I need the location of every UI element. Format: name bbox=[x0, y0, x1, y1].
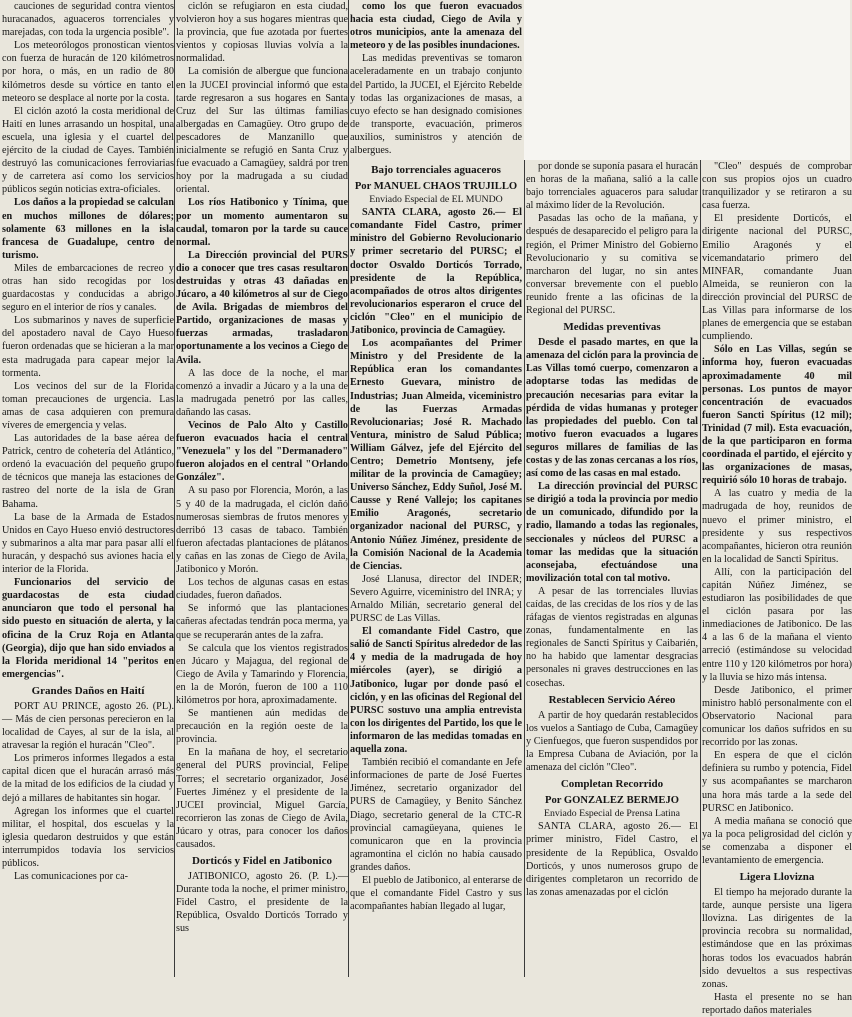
paragraph: cauciones de seguridad contra vientos huracanados, aguaceros torrenciales y marejadas, con toda la urgencia posible". bbox=[2, 1, 174, 39]
paragraph: Vecinos de Palo Alto y Castillo fueron evacuados hacia el central "Venezuela" y los del "Dermanadero" fueron alojados en el central "Orlando González". bbox=[176, 420, 348, 484]
paragraph: Pasadas las ocho de la mañana, y después de desaparecido el peligro para la región, el Primer Ministro del Gobierno Revolucionario y su comitiva se marcharon del lugar, no sin antes conversar brevemente con el pueblo reunido frente a las oficinas de la Regional del PURSC. bbox=[526, 213, 698, 317]
section-heading: Dorticós y Fidel en Jatibonico bbox=[192, 855, 332, 868]
paragraph: La comisión de albergue que funciona en la JUCEI provincial informó que esta tarde regresaron a sus hogares en Santa Cruz del Sur las últimas familias albergadas en Camagüey. Otro grupo de pescadores de Manzanillo que inicialmente se refugió en Santa Cruz y fue evacuado a Camagüey, saldrá por tren hoy por la madrugada a su ciudad oriental. bbox=[176, 66, 348, 196]
paragraph: La base de la Armada de Estados Unidos en Cayo Hueso envió destructores y submarinos a alta mar para pasar allí el huracán, y despachó sus aviones hacia el interior de la Florida. bbox=[2, 511, 174, 576]
paragraph: Desde Jatibonico, el primer ministro habló personalmente con el Observatorio Nacional para comunicar los daños sufridos en su recorrido por las zonas. bbox=[702, 684, 852, 749]
column-4 bbox=[526, 160, 698, 977]
paragraph: "Cleo" después de comprobar con sus propios ojos un cuadro tranquilizador y se retiraron a su casa fuerza. bbox=[702, 161, 852, 212]
paragraph: PORT AU PRINCE, agosto 26. (PL).— Más de cien personas perecieron en la localidad de Cayes, al sur de la isla, al atravesar la región el huracán "Cleo". bbox=[2, 700, 174, 752]
paragraph: El ciclón azotó la costa meridional de Haití en lunes arrasando un hospital, una escuela, una iglesia y el cuartel del ejército de la ciudad de Cayes. También destruyó las comunicaciones ferroviarias y de carretera así como los servicios públicos según noticias extra-oficiales. bbox=[2, 105, 174, 196]
section-heading: Restablecen Servicio Aéreo bbox=[548, 693, 676, 706]
paragraph: Los daños a la propiedad se calculan en muchos millones de dólares; solamente 63 millones en la isla francesa de Guadalupe, centro de turismo. bbox=[2, 197, 174, 261]
section-heading: Medidas preventivas bbox=[563, 321, 661, 334]
paragraph: Los submarinos y naves de superficie del apostadero naval de Cayo Hueso fueron ordenadas que se hicieran a la mar esta madrugada para capear mejor la tormenta. bbox=[2, 315, 174, 379]
column-1 bbox=[2, 0, 174, 977]
paragraph: Los meteorólogos pronostican vientos con fuerza de huracán de 120 kilómetros por hora, o más, en un radio de 80 kilómetros desde su vórtice en tanto el meteoro se desplace al norte por la costa. bbox=[2, 40, 174, 104]
section-heading: Completan Recorrido bbox=[560, 778, 664, 791]
byline: Por GONZALEZ BERMEJO bbox=[544, 795, 679, 807]
paragraph: En la mañana de hoy, el secretario general del PURS provincial, Felipe Torres; el secretario organizador, José Fuertes Jiménez y el presidente de la JUCEI provincial, Miguel García, recorrieron las zonas de Ciego de Avila, Júcaro y otras, para conocer los daños causados. bbox=[176, 747, 348, 850]
section-heading: Bajo torrenciales aguaceros bbox=[371, 164, 501, 176]
paragraph: También recibió el comandante en Jefe informaciones de parte de José Fuertes Jiménez, secretario organizador del PURS de Camagüey, y Benito Sánchez Diago, secretario general de la CTC-R provincial camagüeyana, quienes le comunicaron que en la provincia agramontina el ciclón no había causado grandes daños. bbox=[350, 757, 522, 873]
paragraph: como los que fueron evacuados hacia esta ciudad, Ciego de Avila y otros municipios, ante la amenaza del meteoro y de las posibles inundaciones. bbox=[350, 1, 522, 52]
paragraph: El comandante Fidel Castro, que salió de Sancti Spíritus alrededor de las 4 y media de la madrugada de hoy miércoles (ayer), se dirigió a Jatibonico, lugar por donde pasó el ciclón, y en las oficinas del Regional del PURSC sostuvo una amplia entrevista con los dirigentes del Partido, los que le informaron de las medidas tomadas en aquella zona. bbox=[350, 626, 522, 756]
paragraph: Allí, con la participación del capitán Núñez Jiménez, se estudiaron las posibilidades de que el ciclón pasara por las inmediaciones de Jatibonico. De las 4 a las 6 de la mañana el viento arreció (estimándose su velocidad entre 110 y 120 kilómetros por hora) y la lluvia se hizo más intensa. bbox=[702, 566, 852, 683]
page-background bbox=[524, 0, 850, 160]
paragraph: Los vecinos del sur de la Florida toman precauciones de urgencia. Las amas de casa adquieren con premura víveres de emergencia y velas. bbox=[2, 380, 174, 431]
section-heading: Grandes Daños en Haití bbox=[31, 684, 145, 697]
paragraph: A media mañana se conoció que ya la poca peligrosidad del ciclón y se comenzaba a disponer el levantamiento de emergencia. bbox=[702, 815, 852, 866]
paragraph: A pesar de las torrenciales lluvias caídas, de las crecidas de los ríos y de las ráfagas de vientos registradas en algunas zonas, fundamentalmente en las regionales de Sancti Spíritus y Caibarién, no ha habido que lamentar desgracias personales ni graves destrucciones en las cosechas. bbox=[526, 585, 698, 689]
paragraph: Las autoridades de la base aérea de Patrick, centro de cohetería del Atlántico, ordenó la evacuación del pequeño grupo de técnicos que maneja las estaciones de rastreo del norte de la isla de Gran Bahama. bbox=[2, 433, 174, 510]
section-heading: Ligera Llovizna bbox=[739, 871, 815, 884]
column-rule bbox=[524, 160, 525, 977]
paragraph: A las cuatro y media de la madrugada de hoy, reunidos de nuevo el primer ministro, el presidente y sus respectivos acompañantes, hicieron otra reunión en la localidad de Sancti Spíritus. bbox=[702, 488, 852, 565]
column-rule bbox=[174, 0, 175, 977]
paragraph: Los techos de algunas casas en estas ciudades, fueron dañados. bbox=[176, 577, 348, 602]
column-3-top bbox=[350, 0, 522, 158]
paragraph: Sólo en Las Villas, según se informa hoy, fueron evacuadas aproximadamente 40 mil personas. Los puntos de mayor concentración de evacuados fueron Sancti Spíritus (12 mil); Trinidad (7 mil). Esta evacuación, de la que participaron en forma coordinada el partido, el ejército y las organizaciones de masas, requirió sólo 10 horas de trabajo. bbox=[702, 344, 852, 487]
paragraph: La Dirección provincial del PURS dio a conocer que tres casas resultaron destruidas y otras 43 dañadas en Júcaro, a 40 kilómetros al sur de Ciego de Avila. Brigadas de miembros del Partido, organizaciones de masas y fuerzas armadas, trasladaron oportunamente a los vecinos a Ciego de Avila. bbox=[176, 249, 348, 366]
paragraph: Agregan los informes que el cuartel militar, el hospital, dos escuelas y la iglesia quedaron destruidos y que están interrumpidos todavía los servicios públicos. bbox=[2, 805, 174, 869]
byline: Por MANUEL CHAOS TRUJILLO bbox=[354, 181, 518, 192]
byline-affiliation: Enviado Especial de Prensa Latina bbox=[543, 808, 681, 820]
paragraph: El pueblo de Jatibonico, al enterarse de que el comandante Fidel Castro y sus acompañantes habían llegado al lugar, bbox=[350, 874, 522, 913]
paragraph: A partir de hoy quedarán restablecidos los vuelos a Santiago de Cuba, Camagüey y Cienfuegos, que fueron suspendidos por la Empresa Cubana de Aviación, por la amenaza del ciclón "Cleo". bbox=[526, 709, 698, 774]
paragraph: Las medidas preventivas se tomaron aceleradamente en un trabajo conjunto del Partido, la JUCEI, el Ejército Rebelde y todas las organizaciones de masas, a cuyo efecto se han designado comisiones de transporte, evacuación, primeros auxilios, suministros y atención de albergues. bbox=[350, 53, 522, 157]
paragraph: Se informó que las plantaciones cañeras afectadas tendrán poca merma, ya que se recuperarán antes de la zafra. bbox=[176, 603, 348, 641]
paragraph: JATIBONICO, agosto 26. (P. L).— Durante toda la noche, el primer ministro, Fidel Castro, el presidente de la República, Osvaldo Dorticós Torrado y sus bbox=[176, 871, 348, 935]
column-rule bbox=[348, 0, 349, 977]
paragraph: Los primeros informes llegados a esta capital dicen que el huracán arrasó más de la mitad de los edificios de la ciudad y dejó a millares de habitantes sin hogar. bbox=[2, 753, 174, 804]
paragraph: Desde el pasado martes, en que la amenaza del ciclón para la provincia de Las Villas tomó cuerpo, comenzaron a adoptarse todas las medidas de precaución necesarias para evitar la pérdida de vidas humanas y proteger las propiedades del pueblo. Con tal motivo fueron evacuados a lugares seguros millares de familias de las costas y de las zonas cercanas a los ríos, así como de las casas en mal estado. bbox=[526, 337, 698, 480]
paragraph: En espera de que el ciclón definiera su rumbo y potencia, Fidel y sus acompañantes se marcharon una hora más tarde a la sede del PURSC en Jatibonico. bbox=[702, 750, 852, 814]
paragraph: La dirección provincial del PURSC se dirigió a toda la provincia por medio de un comunicado, difundido por la radio, llamando a todas las regionales, seccionales y núcleos del PURSC a tomar las medidas que la situación aconsejaba, efectuándose una movilización total con tal motivo. bbox=[526, 481, 698, 584]
paragraph: ciclón se refugiaron en esta ciudad, volvieron hoy a sus hogares mientras que la provincia, que fue azotada por fuertes vientos y copiosas lluvias volvía a la normalidad. bbox=[176, 1, 348, 65]
column-2 bbox=[176, 0, 348, 977]
paragraph: SANTA CLARA, agosto 26.— El comandante Fidel Castro, primer ministro del Gobierno Revolucionario y primer secretario del PURSC; el doctor Osvaldo Dorticós Torrado, presidente de la República, acompañados de otros altos dirigentes revolucionarios esperaron el cruce del ciclón "Cleo" en el municipio de Jatibonico, provincia de Camagüey. bbox=[350, 207, 522, 337]
paragraph: Miles de embarcaciones de recreo y otras han sido recogidas por los guardacostas y conducidas a abrigo seguro en el interior de ríos y canales. bbox=[2, 262, 174, 314]
paragraph: José Llanusa, director del INDER; Severo Aguirre, viceministro del INRA; y Arnaldo Milián, secretario general del PURSC de Las Villas. bbox=[350, 573, 522, 625]
paragraph: Se calcula que los vientos registrados en Júcaro y Majagua, del regional de Ciego de Avila y Tamarindo y Florencia, en la de Morón, fueron de 100 a 110 kilómetros por hora, aproximadamente. bbox=[176, 642, 348, 706]
byline-affiliation: Enviado Especial de EL MUNDO bbox=[369, 194, 503, 206]
column-rule bbox=[700, 160, 701, 977]
paragraph: Hasta el presente no se han reportado daños materiales bbox=[702, 991, 852, 1016]
column-3 bbox=[350, 160, 522, 977]
paragraph: SANTA CLARA, agosto 26.— El primer ministro, Fidel Castro, el presidente de la República, Osvaldo Dorticós, y unos numerosos grupo de dirigentes completaron un recorrido de las zonas amenazadas por el ciclón bbox=[526, 821, 698, 898]
paragraph: El presidente Dorticós, el dirigente nacional del PURSC, Emilio Aragonés y el vicemandatario primero del MINFAR, comandante Juan Almeida, se reunieron con la dirección provincial del PURSC de Las Villas para informarse de los planes de emergencia que se estaban cumpliendo. bbox=[702, 213, 852, 343]
paragraph: A su paso por Florencia, Morón, a las 5 y 40 de la madrugada, el ciclón dañó numerosas siembras de frutos menores y derribó 13 casas de tabaco. También fueron afectadas plantaciones de plátanos y cañas en las zonas de Ciego de Avila, Jatibonico y Morón. bbox=[176, 485, 348, 576]
paragraph: El tiempo ha mejorado durante la tarde, aunque persiste una ligera llovizna. Las dirigentes de la provincia recobra su normalidad, estimándose que en las próximas horas todos los evacuados habrán sido devueltos a sus respectivas zonas. bbox=[702, 887, 852, 990]
paragraph: A las doce de la noche, el mar comenzó a invadir a Júcaro y a la una de la madrugada penetró por las calles, dañando las casas. bbox=[176, 367, 348, 418]
paragraph: Los acompañantes del Primer Ministro y del Presidente de la República eran los comandantes Ernesto Guevara, ministro de Industrias; Juan Almeida, viceministro de las Fuerzas Armadas Revolucionarias; José R. Machado Ventura, ministro de Salud Pública; William Gálvez, jefe del Ejército del Centro; Demetrio Montseny, jefe militar de la provincia de Camagüey; Universo Sánchez, Eddy Suñol, José M. Causse y René Vallejo; los capitanes Emilio Aragonés, secretario organizador nacional del PURSC, y Antonio Núñez Jiménez, presidente de la Comisión Nacional de la Academia de Ciencias. bbox=[350, 338, 522, 572]
paragraph: Funcionarios del servicio de guardacostas de esta ciudad anunciaron que todo el personal ha sido puesto en situación de alerta, y la oficina de la Cruz Roja en Atlanta (Georgia), dijo que han sido enviados a la Florida meridional 14 "peritos en emergencias". bbox=[2, 577, 174, 680]
paragraph: Se mantienen aún medidas de precaución en la región oeste de la provincia. bbox=[176, 708, 348, 746]
paragraph: Los ríos Hatibonico y Tínima, que por un momento aumentaron su caudal, tomaron por la tarde su cauce normal. bbox=[176, 197, 348, 248]
column-5 bbox=[702, 160, 852, 1016]
paragraph: por donde se suponía pasara el huracán en horas de la mañana, salió a la calle bajo torrenciales aguaceros para saludar al máximo líder de la Revolución. bbox=[526, 161, 698, 212]
paragraph: Las comunicaciones por ca- bbox=[14, 871, 128, 883]
